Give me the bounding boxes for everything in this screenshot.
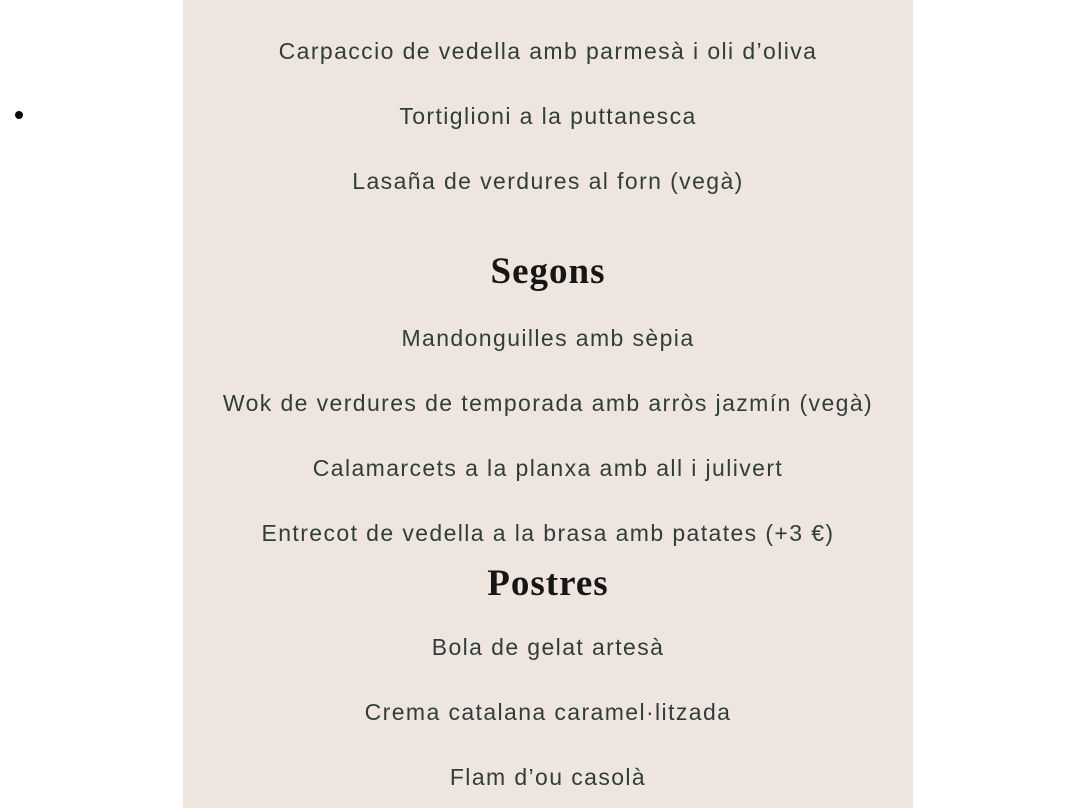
menu-item: Tortiglioni a la puttanesca: [399, 103, 697, 129]
menu-item: Carpaccio de vedella amb parmesà i oli d’oliva: [278, 38, 818, 64]
menu-item: Calamarcets a la planxa amb all i julivert: [312, 455, 784, 481]
menu-panel: [183, 0, 913, 808]
bullet-icon: [15, 111, 23, 119]
section-heading-postres: Postres: [487, 563, 609, 604]
menu-item: Crema catalana caramel·litzada: [364, 699, 732, 725]
menu-item: Bola de gelat artesà: [431, 634, 665, 660]
menu-item: Entrecot de vedella a la brasa amb patates (+3 €): [261, 520, 835, 546]
menu-item: Mandonguilles amb sèpia: [401, 325, 695, 351]
menu-item: Lasaña de verdures al forn (vegà): [352, 168, 744, 194]
section-heading-segons: Segons: [490, 251, 606, 292]
menu-item: Wok de verdures de temporada amb arròs jazmín (vegà): [222, 390, 874, 416]
menu-item: Flam d’ou casolà: [449, 764, 647, 790]
